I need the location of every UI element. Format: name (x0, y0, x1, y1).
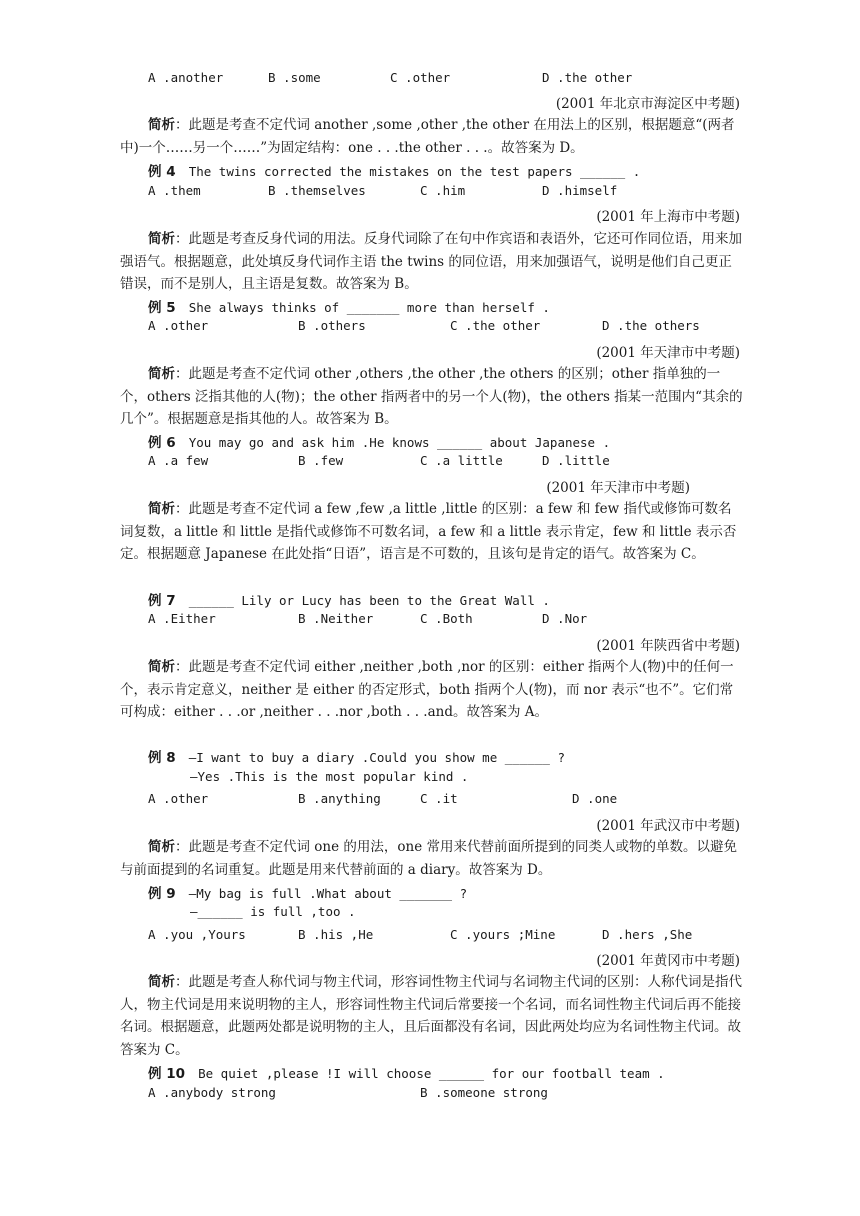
analysis-paragraph (120, 498, 744, 566)
analysis-paragraph (120, 114, 744, 159)
source-citation: (2001 年黄冈市中考题) (596, 953, 740, 969)
source-citation: (2001 年北京市海淀区中考题) (555, 96, 740, 112)
example-question: She always thinks of _______ more than herself . (188, 300, 550, 315)
option-b: B .someone strong (420, 1085, 548, 1100)
source-citation: (2001 年天津市中考题) (596, 345, 740, 361)
dialogue-reply: —______ is full ,too . (190, 904, 356, 919)
option-a: A .Either (148, 611, 216, 626)
source-citation: (2001 年陕西省中考题) (596, 638, 740, 654)
source-citation: (2001 年上海市中考题) (596, 209, 740, 225)
example-heading (148, 296, 550, 316)
example-heading (148, 882, 467, 902)
option-b: B .themselves (268, 183, 366, 198)
option-b: B .anything (298, 791, 381, 806)
option-d: D .one (572, 791, 618, 806)
example-question: Be quiet ,please !I will choose ______ for our football team . (198, 1066, 665, 1081)
analysis-text: ：此题是考查人称代词与物主代词，形容词性物主代词与名词物主代词的区别：人称代词是指代人，物主代词是用来说明物的主人，形容词性物主代词后常要接一个名词，而名词性物主代词后再不能接名词。根据题意，此题两处都是说明物的主人，且后面都没有名词，因此两处均应为名词性物主代词。故答案为 C。 (120, 974, 742, 1058)
option-a: A .them (148, 183, 201, 198)
analysis-label: 简析 (148, 231, 175, 247)
example-label: 例 10 (148, 1066, 185, 1082)
analysis-label: 简析 (148, 839, 175, 855)
example-question: —My bag is full .What about _______ ? (188, 886, 468, 901)
option-c: C .it (420, 791, 458, 806)
example-label: 例 7 (148, 593, 176, 609)
option-d: D .Nor (542, 611, 588, 626)
analysis-paragraph (120, 228, 744, 296)
option-b: B .Neither (298, 611, 374, 626)
analysis-label: 简析 (148, 659, 175, 675)
analysis-label: 简析 (148, 117, 175, 133)
option-d: D .little (542, 453, 610, 468)
option-c: C .him (420, 183, 466, 198)
option-a: A .anybody strong (148, 1085, 276, 1100)
example-label: 例 8 (148, 750, 176, 766)
analysis-text: ：此题是考查不定代词 other ,others ,the other ,the others 的区别；other 指单独的一个，others 泛指其他的人(物)；the other 指两者中的另一个人(物)，the others 指某一范围内“其余的几个”。根据题意是指其他的人。故答案为 B。 (120, 366, 743, 427)
option-d: D .the other (542, 70, 633, 85)
example-question: You may go and ask him .He knows ______ about Japanese . (188, 435, 611, 450)
analysis-text: ：此题是考查不定代词 a few ,few ,a little ,little 的区别：a few 和 few 指代或修饰可数名词复数，a little 和 little 是指代或修饰不可数名词，a few 和 a little 表示肯定，few 和 little 表示否定。根据题意 Japanese 在此处指“日语”，语言是不可数的，且该句是肯定的语气。故答案为 C。 (120, 501, 737, 562)
example-heading (148, 160, 640, 180)
analysis-text: ：此题是考查不定代词 one 的用法，one 常用来代替前面所提到的同类人或物的单数。以避免与前面提到的名词重复。此题是用来代替前面的 a diary。故答案为 D。 (120, 839, 737, 878)
option-b: B .few (298, 453, 344, 468)
option-c: C .the other (450, 318, 541, 333)
option-a: A .another (148, 70, 224, 85)
example-heading (148, 746, 565, 766)
source-citation: (2001 年武汉市中考题) (596, 818, 740, 834)
option-c: C .other (390, 70, 451, 85)
option-b: B .some (268, 70, 321, 85)
example-question: ______ Lily or Lucy has been to the Great Wall . (188, 593, 550, 608)
option-c: C .a little (420, 453, 503, 468)
option-a: A .you ,Yours (148, 927, 246, 942)
option-a: A .a few (148, 453, 209, 468)
option-c: C .yours ;Mine (450, 927, 556, 942)
analysis-text: ：此题是考查不定代词 either ,neither ,both ,nor 的区别：either 指两个人(物)中的任何一个，表示肯定意义，neither 是 either 的否定形式，both 指两个人(物)，而 nor 表示“也不”。它们常可构成：either . . .or ,neither . . .nor ,both . . .and。故答案为 A。 (120, 659, 734, 720)
analysis-label: 简析 (148, 366, 175, 382)
analysis-text: ：此题是考查不定代词 another ,some ,other ,the other 在用法上的区别，根据题意“(两者中)一个……另一个……”为固定结构：one . . .the other . . .。故答案为 D。 (120, 117, 735, 156)
option-b: B .others (298, 318, 366, 333)
option-d: D .himself (542, 183, 618, 198)
example-label: 例 9 (148, 886, 176, 902)
analysis-label: 简析 (148, 974, 175, 990)
option-b: B .his ,He (298, 927, 374, 942)
option-a: A .other (148, 318, 209, 333)
option-d: D .hers ,She (602, 927, 693, 942)
example-heading (148, 431, 610, 451)
analysis-paragraph (120, 363, 744, 431)
option-d: D .the others (602, 318, 700, 333)
dialogue-reply: —Yes .This is the most popular kind . (190, 769, 469, 784)
analysis-paragraph (120, 971, 744, 1061)
analysis-text: ：此题是考查反身代词的用法。反身代词除了在句中作宾语和表语外，它还可作同位语，用来加强语气。根据题意，此处填反身代词作主语 the twins 的同位语，用来加强语气，说明是他们自己更正错误，而不是别人，且主语是复数。故答案为 B。 (120, 231, 742, 292)
analysis-label: 简析 (148, 501, 175, 517)
example-heading (148, 589, 550, 609)
example-label: 例 5 (148, 300, 176, 316)
example-question: —I want to buy a diary .Could you show me ______ ? (188, 750, 565, 765)
option-a: A .other (148, 791, 209, 806)
example-label: 例 6 (148, 435, 176, 451)
source-citation: (2001 年天津市中考题) (546, 480, 690, 496)
option-c: C .Both (420, 611, 473, 626)
analysis-paragraph (120, 656, 744, 724)
example-heading (148, 1062, 665, 1082)
example-question: The twins corrected the mistakes on the test papers ______ . (188, 164, 641, 179)
analysis-paragraph (120, 836, 744, 881)
example-label: 例 4 (148, 164, 176, 180)
